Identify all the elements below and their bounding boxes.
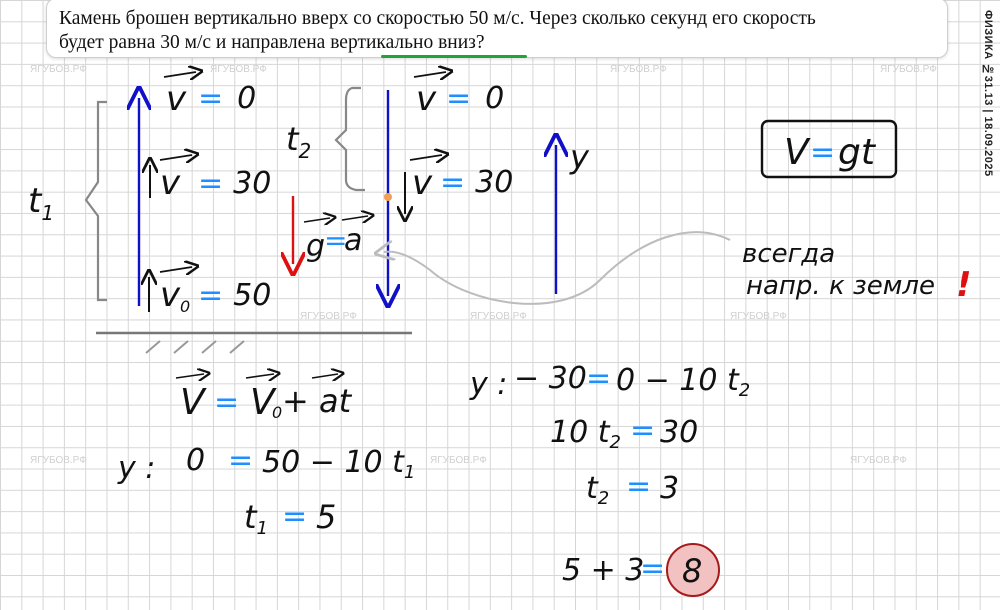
eq1-v0-sub: 0 <box>272 403 283 422</box>
bracket-t1 <box>86 102 107 300</box>
eq1-v0: V <box>250 382 275 423</box>
eq1-eq: = <box>214 385 240 420</box>
position-dot <box>384 193 392 201</box>
watermark: ЯГУБОВ.РФ <box>430 455 487 466</box>
v-mid2-value: = 30 <box>440 165 514 200</box>
vector-arrow-icon <box>160 155 192 160</box>
v-top-letter: v <box>166 79 187 119</box>
problem-line-2-start: будет равна 30 м/с и направлена <box>59 32 331 53</box>
eq7-lhs: 5 + 3 <box>562 553 645 588</box>
t1-label: $t_1$ <box>28 181 55 225</box>
t2-label: $t_2$ <box>286 120 312 163</box>
v-top-value: = 0 <box>198 81 257 116</box>
vector-arrow-icon <box>342 216 368 220</box>
note-line-1: всегда <box>742 239 836 269</box>
eq1-v: V <box>180 382 205 423</box>
v0-letter: v <box>160 275 181 315</box>
v-top2-value: = 0 <box>446 81 505 116</box>
v-top2-letter: v <box>416 79 437 119</box>
vector-arrow-icon <box>160 267 192 272</box>
watermark: ЯГУБОВ.РФ <box>470 311 527 322</box>
problem-line-2-underlined: вертикально вниз <box>330 32 476 53</box>
eq2-rhs: 50 − 10 $t_1$ <box>262 445 416 483</box>
formula-v: V <box>784 132 809 173</box>
formula-gt: gt <box>838 132 875 173</box>
eq4-rhs: 0 − 10 $t_2$ <box>616 363 751 401</box>
vector-arrow-icon <box>176 374 204 378</box>
eq5-rhs: 30 <box>660 415 699 450</box>
eq6-eq: = <box>626 469 652 504</box>
y-axis-label: y <box>570 138 589 176</box>
vector-arrow-icon <box>246 374 274 378</box>
eq2-lhs: 0 <box>186 443 206 478</box>
eq4-lhs: − 30 <box>514 361 587 396</box>
ground-hatching <box>146 341 244 353</box>
note-exclamation: ! <box>956 265 972 305</box>
vector-arrow-icon <box>414 72 446 77</box>
eq5-lhs: 10 $t_2$ <box>550 415 621 453</box>
v0-subscript: 0 <box>180 297 191 316</box>
vector-arrow-icon <box>304 218 330 222</box>
v-mid-value: = 30 <box>198 166 272 201</box>
problem-line-2-end: ? <box>475 32 485 53</box>
eq2-label: y : <box>118 451 156 486</box>
v-start-value: = 50 <box>198 278 272 313</box>
eq4-eq: = <box>586 361 612 396</box>
watermark: ЯГУБОВ.РФ <box>610 64 667 75</box>
eq5-eq: = <box>630 413 656 448</box>
eq3-eq: = <box>282 499 308 534</box>
note-line-2: напр. к земле <box>746 271 935 301</box>
watermark: ЯГУБОВ.РФ <box>880 64 937 75</box>
eq7-eq: = <box>640 551 666 586</box>
watermark: ЯГУБОВ.РФ <box>210 64 267 75</box>
vector-arrow-icon <box>164 72 196 77</box>
vector-arrow-icon <box>312 374 338 378</box>
eq6-lhs: $t_2$ <box>586 471 610 509</box>
watermark: ЯГУБОВ.РФ <box>730 311 787 322</box>
eq4-label: y : <box>470 367 508 402</box>
problem-line-1: Камень брошен вертикально вверх со скоростью 50 м/с. Через сколько секунд его скорость <box>59 8 816 29</box>
eq6-rhs: 3 <box>660 471 680 506</box>
vector-arrow-icon <box>410 155 442 160</box>
watermark: ЯГУБОВ.РФ <box>30 64 87 75</box>
formula-eq: = <box>810 135 836 170</box>
watermark: ЯГУБОВ.РФ <box>30 455 87 466</box>
g-letter: g <box>306 229 326 264</box>
v-mid-letter: v <box>160 163 181 203</box>
a-letter: a <box>344 223 363 258</box>
side-label: ФИЗИКА №31.13 | 18.09.2025 <box>982 10 994 177</box>
eq1-rhs: + at <box>282 382 352 420</box>
answer-value: 8 <box>682 552 703 590</box>
watermark: ЯГУБОВ.РФ <box>300 311 357 322</box>
eq3-lhs: t1 <box>244 498 268 539</box>
eq2-eq: = <box>228 443 254 478</box>
v-mid2-letter: v <box>412 163 433 203</box>
g-equals: = <box>324 224 348 257</box>
watermark: ЯГУБОВ.РФ <box>850 455 907 466</box>
bracket-t2 <box>336 88 365 190</box>
eq3-rhs: 5 <box>316 498 337 536</box>
